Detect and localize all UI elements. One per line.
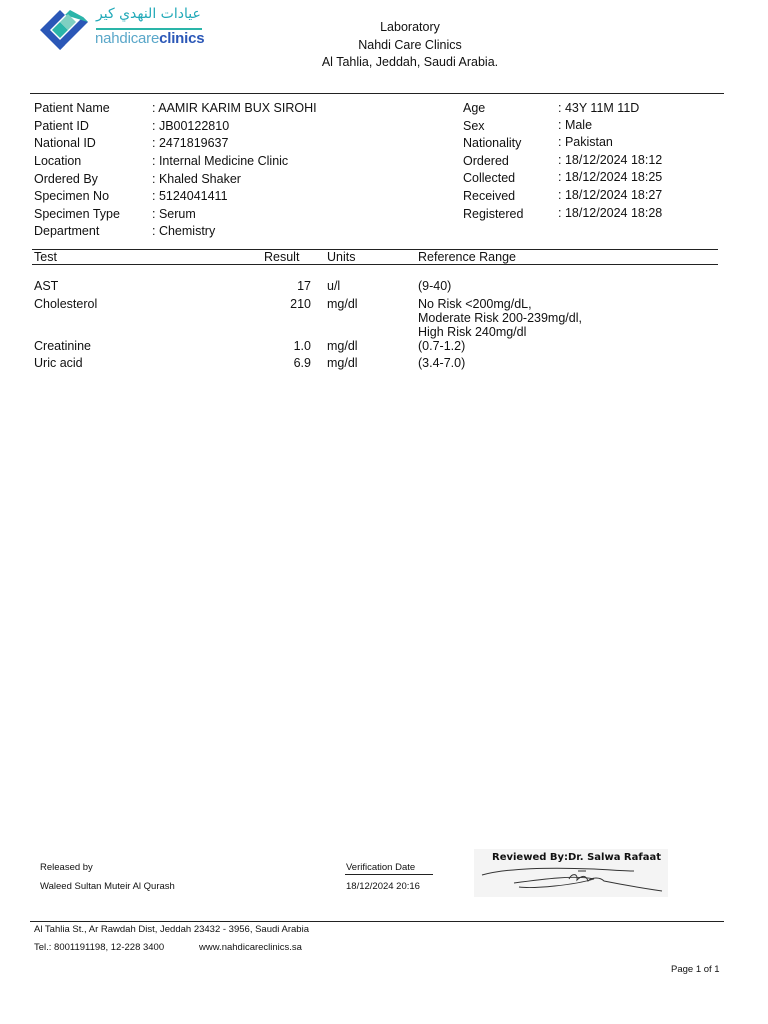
logo-wordmark: nahdicareclinics (95, 30, 205, 47)
col-header-reference: Reference Range (418, 250, 516, 264)
patient-id-value: : JB00122810 (152, 119, 230, 133)
received-value: : 18/12/2024 18:27 (558, 188, 663, 202)
clinic-website-link[interactable]: www.nahdicareclinics.sa (199, 942, 302, 953)
test-name: AST (34, 279, 59, 293)
national-id-value: : 2471819637 (152, 136, 229, 150)
test-result: 210 (290, 297, 311, 311)
table-top-border (32, 249, 718, 250)
col-header-units: Units (327, 250, 356, 264)
sex-label: Sex (463, 119, 485, 133)
lab-department: Laboratory (380, 20, 440, 34)
test-reference: (0.7-1.2) (418, 339, 466, 353)
test-reference: (3.4-7.0) (418, 356, 466, 370)
ordered-value: : 18/12/2024 18:12 (558, 153, 663, 167)
test-result: 17 (297, 279, 311, 293)
signature-icon (474, 849, 668, 897)
age-value: : 43Y 11M 11D (558, 101, 640, 115)
specimen-no-value: : 5124041411 (152, 189, 228, 203)
logo-arabic-text: عيادات النهدي كير (96, 6, 201, 22)
location-label: Location (34, 154, 82, 168)
clinic-address: Al Tahlia St., Ar Rawdah Dist, Jeddah 23432 - 3956, Saudi Arabia (34, 924, 309, 935)
collected-label: Collected (463, 171, 516, 185)
collected-value: : 18/12/2024 18:25 (558, 170, 663, 184)
reviewer-signature-stamp (474, 849, 668, 897)
header-divider (30, 93, 724, 94)
registered-value: : 18/12/2024 18:28 (558, 206, 663, 220)
ordered-by-label: Ordered By (34, 172, 98, 186)
nationality-value: : Pakistan (558, 135, 613, 149)
department-value: : Chemistry (152, 224, 216, 238)
reviewer-name: Dr. Salwa Rafaat (568, 852, 662, 863)
received-label: Received (463, 189, 516, 203)
test-name: Creatinine (34, 339, 91, 353)
table-header-border (32, 264, 718, 265)
department-label: Department (34, 224, 100, 238)
national-id-label: National ID (34, 136, 96, 150)
col-header-test: Test (34, 250, 57, 264)
patient-id-label: Patient ID (34, 119, 89, 133)
test-reference: Moderate Risk 200-239mg/dl, (418, 311, 582, 325)
patient-name-value: : AAMIR KARIM BUX SIROHI (152, 101, 317, 115)
released-by-name: Waleed Sultan Muteir Al Qurash (40, 881, 175, 892)
col-header-result: Result (264, 250, 300, 264)
test-units: mg/dl (327, 356, 358, 370)
sex-value: : Male (558, 118, 593, 132)
verification-date-value: 18/12/2024 20:16 (346, 881, 420, 892)
location-value: : Internal Medicine Clinic (152, 154, 289, 168)
footer-divider (30, 921, 724, 922)
ordered-label: Ordered (463, 154, 509, 168)
age-label: Age (463, 101, 486, 115)
test-reference: (9-40) (418, 279, 452, 293)
test-result: 1.0 (293, 339, 311, 353)
verification-underline (345, 874, 433, 875)
released-by-label: Released by (40, 862, 93, 873)
page-number: Page 1 of 1 (671, 964, 720, 975)
reviewed-by-label: Reviewed By: (492, 852, 569, 863)
clinic-location: Al Tahlia, Jeddah, Saudi Arabia. (321, 55, 499, 69)
test-units: u/l (327, 279, 341, 293)
specimen-type-value: : Serum (152, 207, 196, 221)
logo-mark-icon (36, 4, 94, 54)
clinic-phone: Tel.: 8001191198, 12-228 3400 (34, 942, 165, 953)
test-reference: High Risk 240mg/dl (418, 325, 527, 339)
test-name: Uric acid (34, 356, 83, 370)
test-units: mg/dl (327, 297, 358, 311)
specimen-no-label: Specimen No (34, 189, 110, 203)
test-units: mg/dl (327, 339, 358, 353)
test-name: Cholesterol (34, 297, 98, 311)
patient-name-label: Patient Name (34, 101, 110, 115)
ordered-by-value: : Khaled Shaker (152, 172, 241, 186)
registered-label: Registered (463, 207, 524, 221)
specimen-type-label: Specimen Type (34, 207, 120, 221)
clinic-name: Nahdi Care Clinics (358, 38, 462, 52)
nationality-label: Nationality (463, 136, 522, 150)
verification-date-label: Verification Date (346, 862, 416, 873)
test-reference: No Risk <200mg/dL, (418, 297, 532, 311)
test-result: 6.9 (293, 356, 311, 370)
